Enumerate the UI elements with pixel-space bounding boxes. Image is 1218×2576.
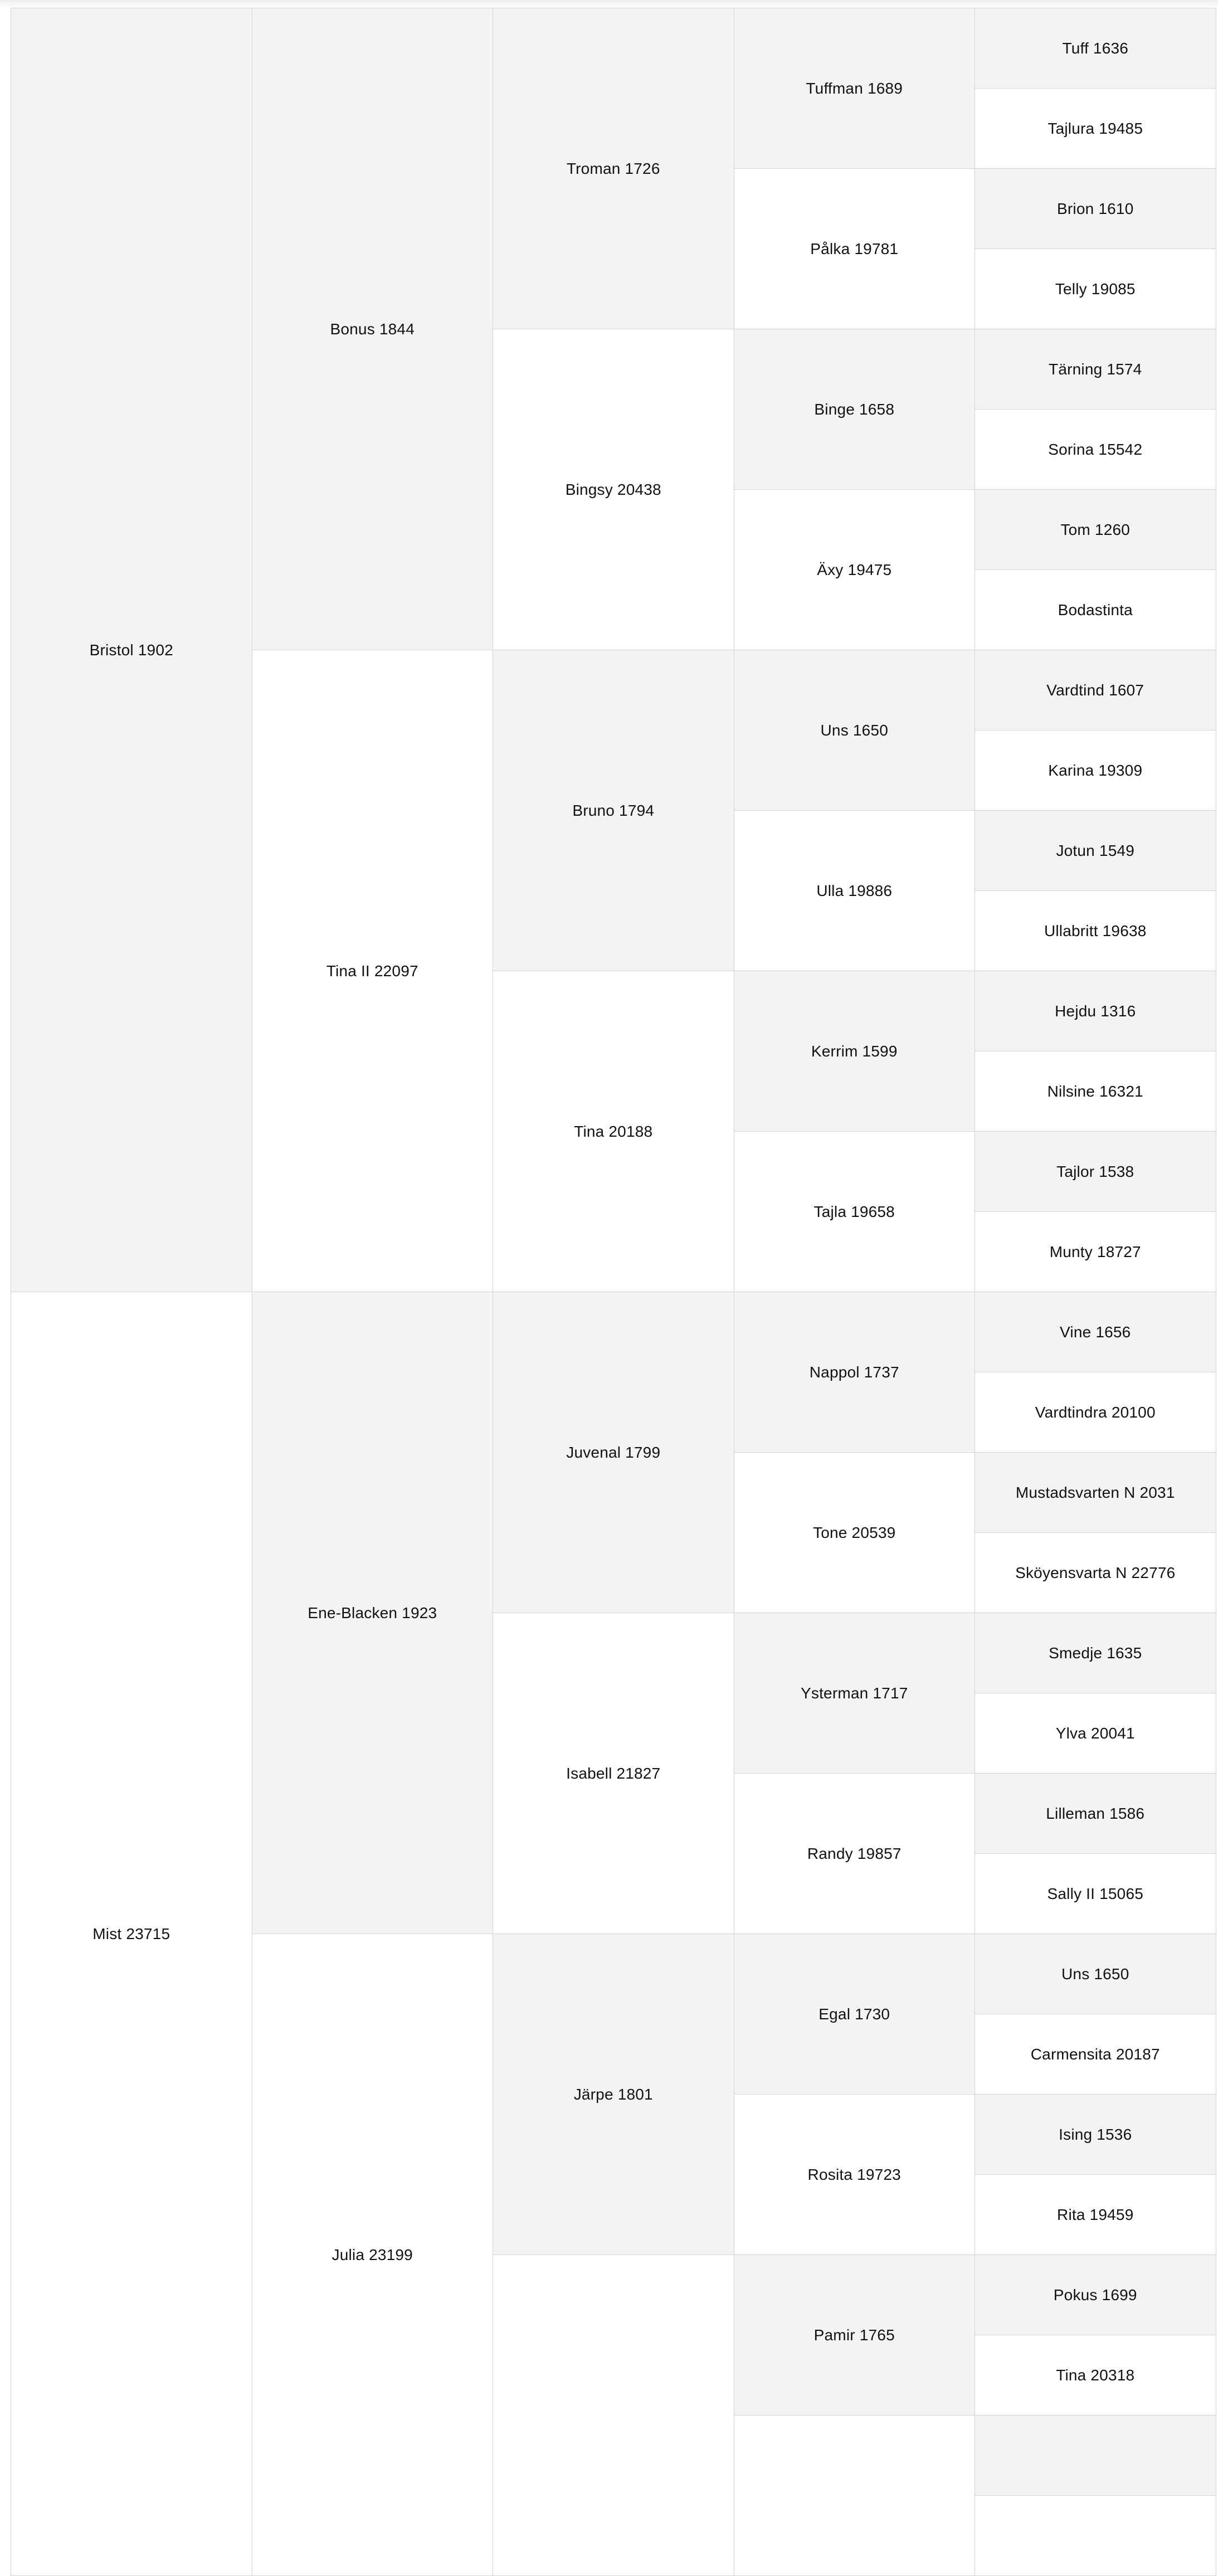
pedigree-cell-gen5: Lilleman 1586: [975, 1773, 1216, 1854]
pedigree-cell-gen5: Sköyensvarta N 22776: [975, 1532, 1216, 1613]
top-edge: [0, 0, 1218, 8]
pedigree-cell-gen5: Hejdu 1316: [975, 971, 1216, 1051]
pedigree-cell-gen5: Bodastinta: [975, 569, 1216, 650]
pedigree-cell-gen3: [493, 2254, 734, 2576]
pedigree-cell-gen4: Binge 1658: [734, 329, 976, 490]
pedigree-cell-gen5: Munty 18727: [975, 1211, 1216, 1292]
pedigree-cell-gen4: Uns 1650: [734, 650, 976, 811]
pedigree-cell-gen5: Tom 1260: [975, 489, 1216, 570]
pedigree-cell-gen5: Rita 19459: [975, 2174, 1216, 2255]
pedigree-cell-gen5: Uns 1650: [975, 1934, 1216, 2014]
pedigree-cell-gen5: Smedje 1635: [975, 1613, 1216, 1693]
pedigree-table: [11, 8, 1216, 2384]
pedigree-cell-gen5: Tuff 1636: [975, 8, 1216, 89]
pedigree-cell-gen3: Troman 1726: [493, 8, 734, 329]
pedigree-cell-gen4: Äxy 19475: [734, 489, 976, 650]
pedigree-cell-gen5: Vardtind 1607: [975, 650, 1216, 731]
pedigree-cell-gen3: Järpe 1801: [493, 1934, 734, 2255]
pedigree-cell-gen4: Pamir 1765: [734, 2254, 976, 2416]
pedigree-cell-gen1: Bristol 1902: [11, 8, 252, 1292]
pedigree-cell-gen4: Nappol 1737: [734, 1292, 976, 1453]
pedigree-cell-gen5: Jotun 1549: [975, 810, 1216, 891]
pedigree-cell-gen1: Mist 23715: [11, 1292, 252, 2576]
pedigree-cell-gen5: [975, 2495, 1216, 2576]
pedigree-cell-gen5: Brion 1610: [975, 168, 1216, 249]
pedigree-cell-gen5: Nilsine 16321: [975, 1051, 1216, 1132]
pedigree-cell-gen5: Ylva 20041: [975, 1693, 1216, 1774]
pedigree-cell-gen4: [734, 2415, 976, 2576]
pedigree-cell-gen5: Tajlura 19485: [975, 88, 1216, 169]
pedigree-cell-gen4: Tuffman 1689: [734, 8, 976, 169]
pedigree-cell-gen4: Pålka 19781: [734, 168, 976, 329]
pedigree-cell-gen4: Egal 1730: [734, 1934, 976, 2095]
pedigree-cell-gen5: Tajlor 1538: [975, 1131, 1216, 1212]
pedigree-cell-gen5: Vine 1656: [975, 1292, 1216, 1372]
pedigree-cell-gen3: Juvenal 1799: [493, 1292, 734, 1613]
pedigree-cell-gen3: Bingsy 20438: [493, 329, 734, 650]
pedigree-cell-gen4: Tone 20539: [734, 1452, 976, 1613]
pedigree-cell-gen4: Tajla 19658: [734, 1131, 976, 1292]
pedigree-cell-gen5: Telly 19085: [975, 249, 1216, 329]
pedigree-cell-gen4: Ulla 19886: [734, 810, 976, 971]
pedigree-cell-gen4: Kerrim 1599: [734, 971, 976, 1132]
pedigree-cell-gen3: Isabell 21827: [493, 1613, 734, 1934]
pedigree-cell-gen5: Mustadsvarten N 2031: [975, 1452, 1216, 1533]
pedigree-cell-gen4: Rosita 19723: [734, 2094, 976, 2255]
pedigree-cell-gen5: Sorina 15542: [975, 409, 1216, 490]
pedigree-cell-gen5: Vardtindra 20100: [975, 1372, 1216, 1453]
pedigree-cell-gen5: Karina 19309: [975, 730, 1216, 811]
pedigree-cell-gen5: Carmensita 20187: [975, 2014, 1216, 2095]
pedigree-cell-gen2: Julia 23199: [252, 1934, 494, 2576]
pedigree-cell-gen5: Tina 20318: [975, 2335, 1216, 2416]
pedigree-cell-gen3: Tina 20188: [493, 971, 734, 1292]
pedigree-cell-gen5: Ullabritt 19638: [975, 890, 1216, 971]
pedigree-cell-gen2: Bonus 1844: [252, 8, 494, 650]
pedigree-cell-gen5: [975, 2415, 1216, 2496]
pedigree-cell-gen3: Bruno 1794: [493, 650, 734, 971]
pedigree-cell-gen5: Ising 1536: [975, 2094, 1216, 2175]
pedigree-cell-gen2: Tina II 22097: [252, 650, 494, 1292]
pedigree-cell-gen5: Sally II 15065: [975, 1853, 1216, 1934]
pedigree-cell-gen5: Pokus 1699: [975, 2254, 1216, 2335]
pedigree-cell-gen4: Ysterman 1717: [734, 1613, 976, 1774]
pedigree-cell-gen4: Randy 19857: [734, 1773, 976, 1934]
pedigree-cell-gen5: Tärning 1574: [975, 329, 1216, 410]
pedigree-cell-gen2: Ene-Blacken 1923: [252, 1292, 494, 1934]
